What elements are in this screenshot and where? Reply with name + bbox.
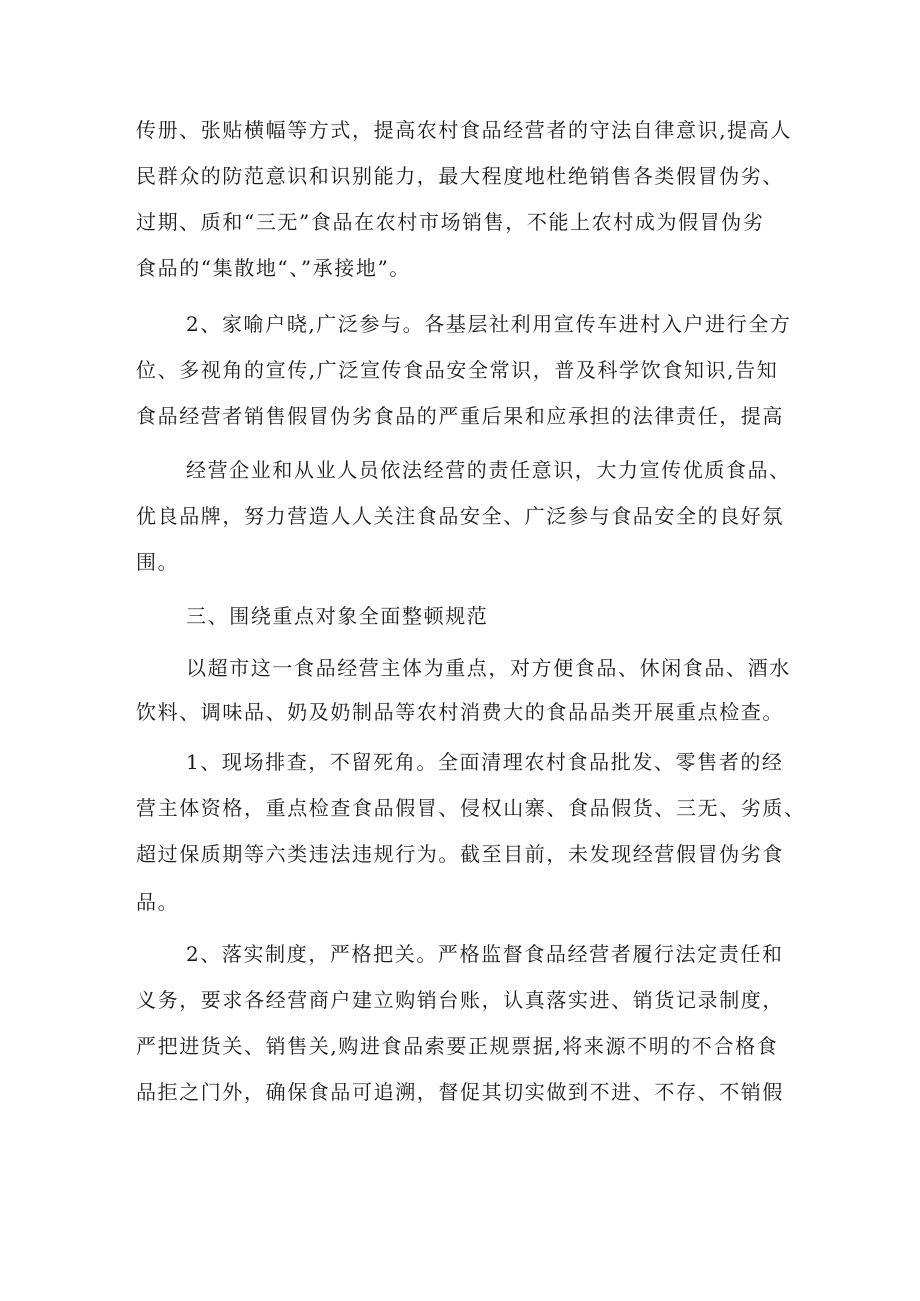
text-line: 优良品牌，努力营造人人关注食品安全、广泛参与食品安全的良好氛 [136,504,784,528]
text-line: 位、多视角的宣传,广泛宣传食品安全常识，普及科学饮食知识,告知 [136,358,779,382]
paragraph-start-line: 2、家喻户晓,广泛参与。各基层社利用宣传车进村入户进行全方 [186,312,792,336]
text-line: 严把进货关、销售关,购进食品索要正规票据,将来源不明的不合格食 [136,1034,779,1058]
text-line: 食品经营者销售假冒伪劣食品的严重后果和应承担的法律责任，提高 [136,404,784,428]
text-line: 围。 [136,550,180,574]
paragraph-start-line: 以超市这一食品经营主体为重点，对方便食品、休闲食品、酒水 [186,656,791,680]
text-line: 食品的“集散地“、”承接地”。 [136,256,411,280]
text-line: 超过保质期等六类违法违规行为。截至目前，未发现经营假冒伪劣食 [136,842,784,866]
text-line: 营主体资格，重点检查食品假冒、侵权山寨、食品假货、三无、劣质、 [136,796,806,820]
paragraph-start-line: 1、现场排查，不留死角。全面清理农村食品批发、零售者的经 [186,750,784,774]
section-heading: 三、围绕重点对象全面整顿规范 [186,604,489,628]
text-line: 饮料、调味品、奶及奶制品等农村消费大的食品品类开展重点检查。 [136,700,784,724]
text-line: 品。 [136,890,180,914]
text-line: 民群众的防范意识和识别能力，最大程度地杜绝销售各类假冒伪劣、 [136,164,784,188]
paragraph-start-line: 2、落实制度，严格把关。严格监督食品经营者履行法定责任和 [186,942,784,966]
text-line: 过期、质和“三无”食品在农村市场销售，不能上农村成为假冒伪劣 [136,210,765,234]
text-line: 品拒之门外，确保食品可追溯，督促其切实做到不进、不存、不销假 [136,1080,784,1104]
text-line: 义务，要求各经营商户建立购销台账，认真落实进、销货记录制度， [136,988,784,1012]
text-line: 传册、张贴横幅等方式，提高农村食品经营者的守法自律意识,提高人 [136,118,792,142]
text-line: 经营企业和从业人员依法经营的责任意识，大力宣传优质食品、 [186,458,791,482]
